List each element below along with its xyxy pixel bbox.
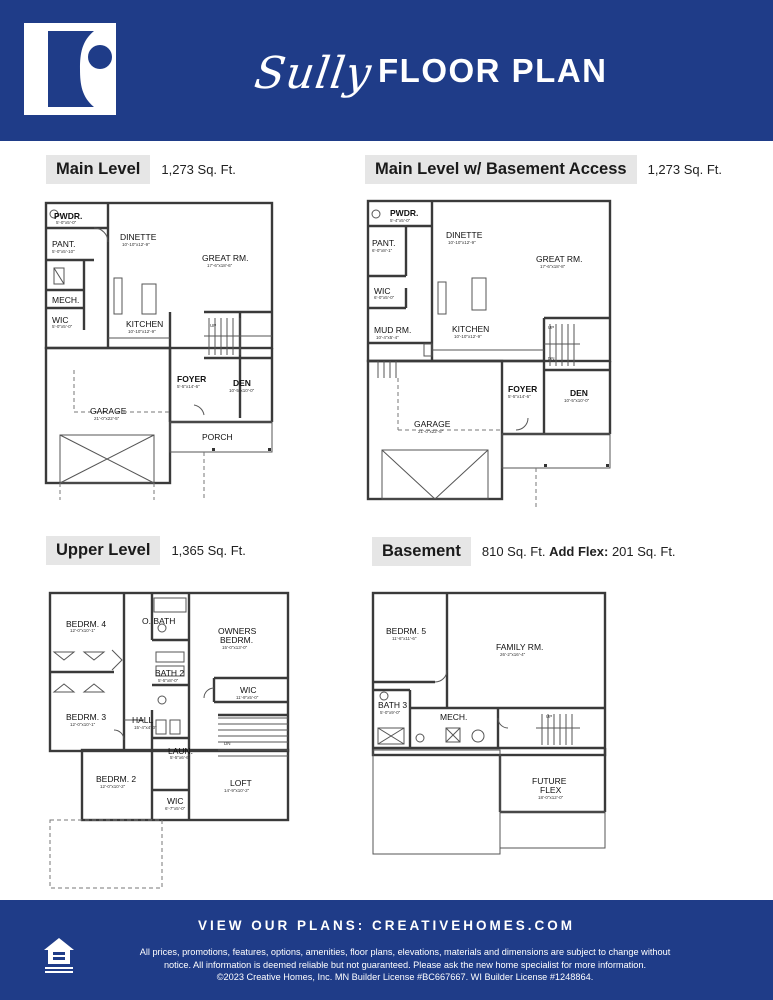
main-mech-label: MECH. [52, 295, 80, 305]
basement-sqft: 810 Sq. Ft. Add Flex: 201 Sq. Ft. [481, 544, 676, 559]
mb-kitchen-label: KITCHEN [452, 324, 490, 334]
basement-future-label: FUTURE [532, 776, 567, 786]
main-kitchen-label: KITCHEN [126, 319, 164, 329]
svg-text:6'-0"x5'-0": 6'-0"x5'-0" [374, 295, 395, 300]
svg-text:UP: UP [546, 714, 553, 719]
basement-title: Basement [372, 537, 471, 566]
main-dinette-label: DINETTE [120, 232, 157, 242]
svg-text:6'-0"x8'-1": 6'-0"x8'-1" [372, 248, 393, 253]
svg-text:FLEX: FLEX [540, 785, 562, 795]
upper-obath-label: O. BATH [142, 616, 176, 626]
svg-text:21'-0"x22'-5": 21'-0"x22'-5" [418, 429, 444, 434]
basement-bath3-label: BATH 3 [378, 700, 408, 710]
main-porch-label: PORCH [202, 432, 233, 442]
mb-mud-label: MUD RM. [374, 325, 412, 335]
main-level-title: Main Level [46, 155, 150, 184]
upper-bed3-label: BEDRM. 3 [66, 712, 107, 722]
main-pwdr-label: PWDR. [54, 211, 83, 221]
svg-text:5'-0"x5'-0": 5'-0"x5'-0" [52, 324, 73, 329]
basement-mech-label: MECH. [440, 712, 468, 722]
upper-laun-label: LAUN. [168, 746, 194, 756]
svg-text:UP: UP [210, 323, 217, 328]
svg-text:5'-0"x5'-0": 5'-0"x5'-0" [56, 220, 77, 225]
basement-family-label: FAMILY RM. [496, 642, 544, 652]
svg-text:BEDRM.: BEDRM. [220, 635, 254, 645]
svg-text:UP: UP [548, 325, 555, 330]
svg-text:26'-2"x16'-4": 26'-2"x16'-4" [500, 652, 526, 657]
svg-text:15'-4"x4'-0": 15'-4"x4'-0" [134, 725, 157, 730]
mb-pwdr-label: PWDR. [390, 208, 419, 218]
svg-text:10'-10"x12'-9": 10'-10"x12'-9" [448, 240, 476, 245]
svg-text:5'-5"x14'-6": 5'-5"x14'-6" [508, 394, 531, 399]
svg-text:DN: DN [224, 741, 231, 746]
mb-dinette-label: DINETTE [446, 230, 483, 240]
main-level-label [46, 155, 236, 184]
basement-plan [370, 590, 610, 860]
upper-level-sqft: 1,365 Sq. Ft. [171, 543, 246, 558]
svg-text:5'-0"x5'-10": 5'-0"x5'-10" [52, 249, 75, 254]
svg-text:10'-4"x5'-4": 10'-4"x5'-4" [376, 335, 399, 340]
svg-text:18'-0"x12'-0": 18'-0"x12'-0" [538, 795, 564, 800]
upper-owners-label: OWNERS [218, 626, 257, 636]
main-basement-sqft: 1,273 Sq. Ft. [647, 162, 723, 177]
svg-text:5'-5"x14'-6": 5'-5"x14'-6" [177, 384, 200, 389]
svg-text:10'-10"x12'-9": 10'-10"x12'-9" [454, 334, 482, 339]
upper-level-label [46, 536, 246, 565]
upper-level-title: Upper Level [46, 536, 160, 565]
main-foyer-label: FOYER [177, 374, 207, 384]
main-basement-plan [366, 198, 616, 510]
svg-text:21'-0"x22'-5": 21'-0"x22'-5" [94, 416, 120, 421]
svg-text:12'-0"x10'-1": 12'-0"x10'-1" [70, 628, 96, 633]
svg-text:10'-5"x10'-0": 10'-5"x10'-0" [229, 388, 255, 393]
main-garage-label: GARAGE [90, 406, 127, 416]
svg-text:6'-7"x5'-0": 6'-7"x5'-0" [165, 806, 186, 811]
upper-loft-label: LOFT [230, 778, 252, 788]
svg-text:17'-6"x18'-8": 17'-6"x18'-8" [540, 264, 566, 269]
upper-bath2-label: BATH 2 [155, 668, 185, 678]
svg-text:5'-4"x5'-0": 5'-4"x5'-0" [390, 218, 411, 223]
mb-pant-label: PANT. [372, 238, 396, 248]
mb-wic-label: WIC [374, 286, 391, 296]
svg-text:DN: DN [548, 356, 555, 361]
upper-bed2-label: BEDRM. 2 [96, 774, 137, 784]
header-banner [0, 0, 773, 141]
upper-bed4-label: BEDRM. 4 [66, 619, 107, 629]
svg-text:5'-5"x6'-6": 5'-5"x6'-6" [170, 755, 191, 760]
svg-text:11'-9"x5'-0": 11'-9"x5'-0" [236, 695, 259, 700]
footer-title[interactable]: VIEW OUR PLANS: CREATIVEHOMES.COM [197, 918, 575, 933]
basement-label [372, 537, 676, 566]
footer-disclaimer: All prices, promotions, features, options, amenities, floor plans, elevations, materials and dimensions are subject to change without notice. All information is deemed reliable but not guaranteed. Please ask the new home specialist for more information. ©2023 Creative Homes, Inc. MN Builder License #BC667667. WI Builder License #1248864. [139, 947, 671, 982]
svg-text:17'-6"x18'-6": 17'-6"x18'-6" [207, 263, 233, 268]
svg-text:15'-0"x13'-0": 15'-0"x13'-0" [222, 645, 248, 650]
main-great-label: GREAT RM. [202, 253, 249, 263]
main-pant-label: PANT. [52, 239, 76, 249]
mb-foyer-label: FOYER [508, 384, 538, 394]
svg-text:11'-6"x11'-6": 11'-6"x11'-6" [392, 636, 417, 641]
upper-hall-label: HALL [132, 715, 154, 725]
upper-level-plan [44, 590, 294, 892]
svg-text:10'-10"x12'-9": 10'-10"x12'-9" [128, 329, 156, 334]
equal-housing-icon [42, 936, 76, 976]
svg-text:14'-9"x10'-2": 14'-9"x10'-2" [224, 788, 250, 793]
mb-den-label: DEN [570, 388, 588, 398]
svg-text:5'-5"x8'-0": 5'-5"x8'-0" [158, 678, 179, 683]
main-level-plan [44, 200, 279, 505]
brand-name: Sully [251, 48, 376, 99]
mb-garage-label: GARAGE [414, 419, 451, 429]
main-basement-title: Main Level w/ Basement Access [365, 155, 637, 184]
svg-text:12'-0"x10'-1": 12'-0"x10'-1" [70, 722, 96, 727]
main-basement-label [365, 155, 722, 184]
creative-homes-logo [24, 23, 116, 115]
main-level-sqft: 1,273 Sq. Ft. [161, 162, 236, 177]
main-wic-label: WIC [52, 315, 69, 325]
upper-wic2-label: WIC [167, 796, 184, 806]
main-den-label: DEN [233, 378, 251, 388]
svg-text:10'-10"x12'-9": 10'-10"x12'-9" [122, 242, 150, 247]
svg-text:10'-5"x10'-0": 10'-5"x10'-0" [564, 398, 590, 403]
basement-bed5-label: BEDRM. 5 [386, 626, 427, 636]
upper-wic-label: WIC [240, 685, 257, 695]
svg-text:5'-0"x9'-0": 5'-0"x9'-0" [380, 710, 401, 715]
mb-great-label: GREAT RM. [536, 254, 583, 264]
svg-text:12'-0"x10'-2": 12'-0"x10'-2" [100, 784, 126, 789]
page-title: FLOOR PLAN [378, 52, 608, 89]
